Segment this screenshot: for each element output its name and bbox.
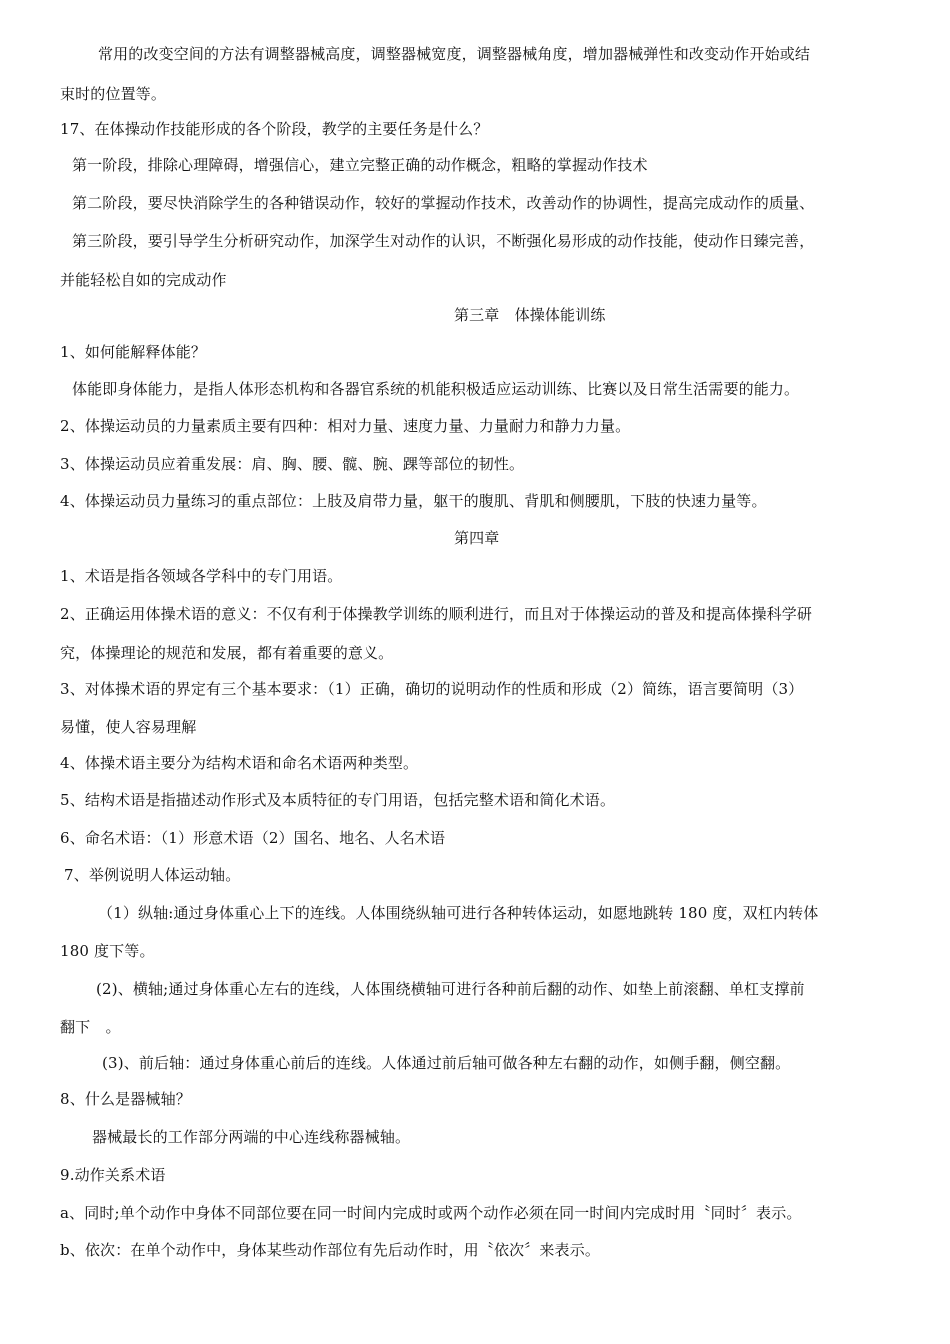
- question-heading: 1、如何能解释体能？: [60, 343, 207, 361]
- list-item: b、依次：在单个动作中，身体某些动作部位有先后动作时，用〝依次〞来表示。: [60, 1241, 601, 1259]
- paragraph-line: 第二阶段，要尽快消除学生的各种错误动作，较好的掌握动作技术，改善动作的协调性，提高完成动作的质量、: [72, 194, 815, 212]
- list-item: 1、术语是指各领域各学科中的专门用语。: [60, 567, 343, 585]
- list-item: 2、正确运用体操术语的意义：不仅有利于体操教学训练的顺利进行，而且对于体操运动的普及和提高体操科学研: [60, 605, 813, 623]
- list-item: 2、体操运动员的力量素质主要有四种：相对力量、速度力量、力量耐力和静力力量。: [60, 417, 631, 435]
- question-heading: 7、举例说明人体运动轴。: [64, 866, 241, 884]
- question-heading: 8、什么是器械轴？: [60, 1090, 191, 1108]
- paragraph-line: 180 度下等。: [60, 942, 155, 960]
- list-item: 4、体操运动员力量练习的重点部位：上肢及肩带力量，躯干的腹肌、背肌和侧腰肌，下肢的快速力量等。: [60, 492, 767, 510]
- list-item: a、同时;单个动作中身体不同部位要在同一时间内完成时或两个动作必须在同一时间内完成时用〝同时〞表示。: [60, 1204, 802, 1222]
- question-heading: 9.动作关系术语: [60, 1166, 166, 1184]
- paragraph-line: 体能即身体能力，是指人体形态机构和各器官系统的机能积极适应运动训练、比赛以及日常生活需要的能力。: [72, 380, 800, 398]
- paragraph-line: 器械最长的工作部分两端的中心连线称器械轴。: [92, 1128, 411, 1146]
- paragraph-line: 第一阶段，排除心理障碍，增强信心，建立完整正确的动作概念，粗略的掌握动作技术: [72, 156, 648, 174]
- paragraph-line: 第三阶段，要引导学生分析研究动作，加深学生对动作的认识，不断强化易形成的动作技能，使动作日臻完善，: [72, 232, 815, 250]
- chapter-title: 第四章: [454, 529, 500, 547]
- list-item: 3、对体操术语的界定有三个基本要求：（1）正确，确切的说明动作的性质和形成（2）简练，语言要简明（3）: [60, 680, 804, 698]
- paragraph-line: 究，体操理论的规范和发展，都有着重要的意义。: [60, 644, 394, 662]
- chapter-title: 第三章 体操体能训练: [454, 306, 606, 324]
- list-item: 6、命名术语：（1）形意术语（2）国名、地名、人名术语: [60, 829, 446, 847]
- paragraph-line: 常用的改变空间的方法有调整器械高度，调整器械宽度，调整器械角度，增加器械弹性和改变动作开始或结: [98, 45, 811, 63]
- paragraph-line: 并能轻松自如的完成动作: [60, 271, 227, 289]
- paragraph-line: (2)、横轴;通过身体重心左右的连线，人体围绕横轴可进行各种前后翻的动作、如垫上前滚翻、单杠支撑前: [96, 980, 805, 998]
- list-item: 5、结构术语是指描述动作形式及本质特征的专门用语，包括完整术语和简化术语。: [60, 791, 616, 809]
- list-item: 3、体操运动员应着重发展：肩、胸、腰、髋、腕、踝等部位的韧性。: [60, 455, 525, 473]
- list-item: 4、体操术语主要分为结构术语和命名术语两种类型。: [60, 754, 419, 772]
- question-heading: 17、在体操动作技能形成的各个阶段，教学的主要任务是什么？: [60, 120, 489, 138]
- paragraph-line: 翻下 。: [60, 1018, 121, 1036]
- paragraph-line: (3)、前后轴：通过身体重心前后的连线。人体通过前后轴可做各种左右翻的动作，如侧手翻，侧空翻。: [102, 1054, 791, 1072]
- paragraph-line: 束时的位置等。: [60, 85, 167, 103]
- paragraph-line: （1）纵轴:通过身体重心上下的连线。人体围绕纵轴可进行各种转体运动，如愿地跳转 180 度，双杠内转体: [98, 904, 819, 922]
- paragraph-line: 易懂，使人容易理解: [60, 718, 197, 736]
